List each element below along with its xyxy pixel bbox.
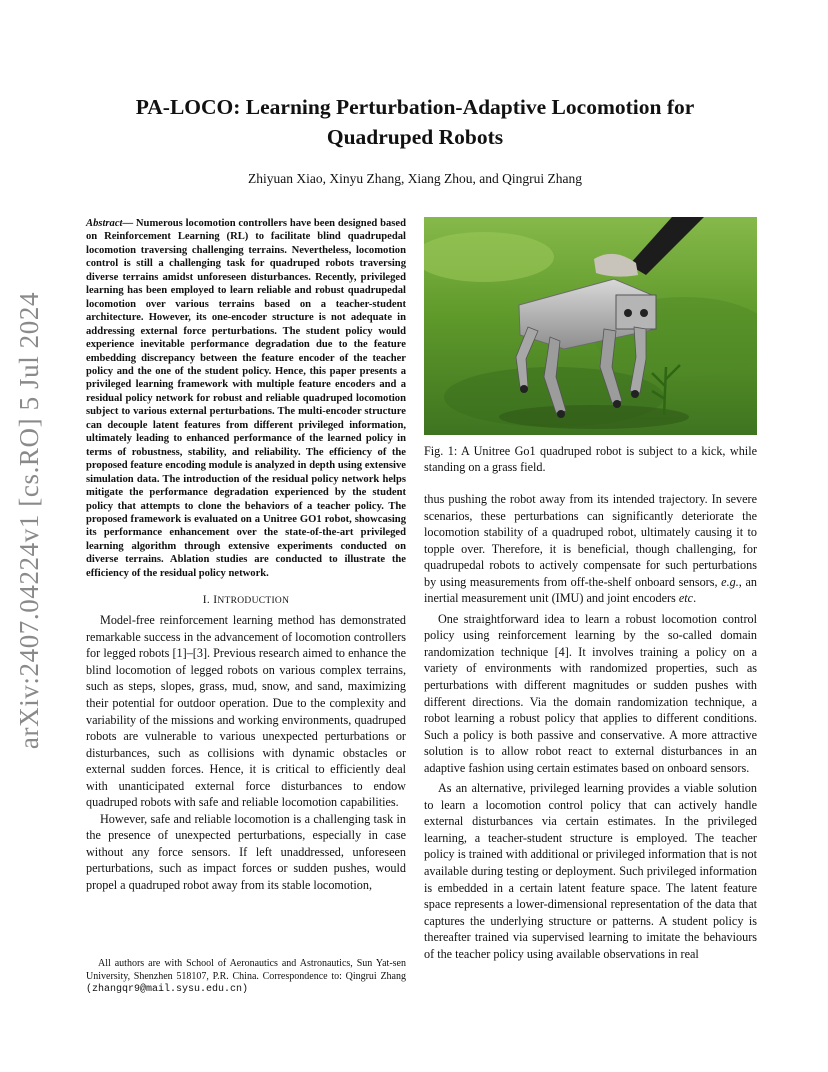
right-p1-part-a: thus pushing the robot away from its intended trajectory. In severe scenarios, these perturbations can significantly deteriorate the locomotion stability of a quadruped robot, ultimately causing it to topple over. Therefore, it is beneficial, though challenging, for quadrupedal robots to actively compensate for such perturbations by using measurements from off-the-shelf onboard sensors, — [424, 492, 757, 589]
footnote-email: (zhangqr9@mail.sysu.edu.cn) — [86, 984, 249, 995]
right-p1-part-b: , an inertial measurement unit (IMU) and joint encoders — [424, 574, 757, 606]
section-number: I. I — [202, 594, 218, 607]
arxiv-sidebar — [8, 291, 52, 749]
title-line-2: Quadruped Robots — [326, 125, 504, 149]
footnote-text: All authors are with School of Aeronautics and Astronautics, Sun Yat-sen University, Shenzhen 518107, P.R. China. Correspondence to: Qingrui Zhang — [86, 958, 406, 982]
right-column — [424, 217, 757, 962]
robot-on-grass-image — [424, 217, 757, 435]
abstract — [86, 217, 406, 580]
paper-title — [110, 92, 720, 152]
section-title: NTRODUCTION — [217, 596, 290, 607]
intro-paragraph-1: Model-free reinforcement learning method has demonstrated remarkable success in the advancement of locomotion controllers for legged robots [1]–[3]. Previous research aimed to enhance the blind locomotion of legged robots on various complex terrains, such as steps, slopes, grass, mud, snow, and sand, maximizing their potential for outdoor operation. Due to the complexity and variability of the missions and working environments, quadruped robots are vulnerable to various unexpected perturbations or disturbances, such as collisions with dynamic obstacles or external sudden forces. Hence, it is critical to efficiently deal with unanticipated external force disturbances to endow quadruped robots with safe and reliable locomotion capabilities. — [86, 613, 406, 810]
arxiv-identifier: arXiv:2407.04224v1 [cs.RO] 5 Jul 2024 — [14, 291, 45, 749]
left-column — [86, 217, 406, 894]
figure-caption: Fig. 1: A Unitree Go1 quadruped robot is subject to a kick, while standing on a grass field. — [424, 444, 757, 474]
right-p1-part-c: . — [693, 591, 697, 606]
section-heading-introduction — [86, 594, 406, 606]
abstract-label: Abstract — [86, 218, 123, 229]
figure-robot-photo — [424, 217, 757, 435]
right-paragraph-3: As an alternative, privileged learning provides a viable solution to learn a locomotion control policy that can actively handle external disturbances via certain estimates. In the privileged learning, a teacher-student structure is employed. The teacher policy is trained with additional or privileged information that is not available during testing or deployment. Such privileged information is embedded in a certain latent feature space. The latent feature space represents a lower-dimensional representation of the data that captures the underlying structure or patterns. A student policy is thereafter trained via supervised learning to imitate the behaviours of the teacher policy using available observations in real — [424, 781, 757, 961]
author-footnote — [86, 958, 406, 997]
right-paragraph-1 — [424, 491, 757, 607]
abstract-body: — Numerous locomotion controllers have been designed based on Reinforcement Learning (RL) to facilitate blind quadrupedal locomotion traversing challenging terrains. Nevertheless, locomotion control is still a challenging task for quadruped robots traversing diverse terrains amidst unforeseen disturbances. Recently, privileged learning has been employed to learn reliable and robust quadrupedal locomotion over various terrains based on a teacher-student architecture. However, its one-encoder structure is not adequate in addressing external force perturbations. The student policy would experience inevitable performance degradation due to the feature embedding discrepancy between the feature encoder of the teacher policy and the one of the student policy. Hence, this paper presents a privileged learning framework with multiple feature encoders and a residual policy network for robust and reliable quadruped locomotion subject to various external perturbations. The multi-encoder structure can decouple latent features from different privileged information, ultimately leading to enhanced performance of the learned policy in terms of robustness, stability, and reliability. The efficiency of the proposed feature encoding module is analyzed in depth using extensive simulation data. The introduction of the residual policy network helps mitigate the performance degradation experienced by the student policy that attempts to clone the behaviors of a teacher policy. The proposed framework is evaluated on a Unitree GO1 robot, showcasing its performance enhancement over the state-of-the-art privileged learning algorithm through extensive experiments conducted on diverse terrains. Ablation studies are conducted to illustrate the efficiency of the residual policy network. — [86, 218, 406, 579]
right-p1-eg: e.g. — [721, 574, 739, 589]
right-body-text — [424, 491, 757, 962]
right-p1-etc: etc — [678, 591, 694, 606]
author-list: Zhiyuan Xiao, Xinyu Zhang, Xiang Zhou, and Qingrui Zhang — [247, 171, 583, 186]
intro-paragraph-2: However, safe and reliable locomotion is a challenging task in the presence of unexpected perturbations, especially in case without any force sensors. If left unaddressed, unforeseen perturbations, such as impact forces or sudden pushes, would propel a quadruped robot away from its stable locomotion, — [86, 811, 406, 892]
title-line-1: PA-LOCO: Learning Perturbation-Adaptive Locomotion for — [135, 95, 695, 119]
right-paragraph-2: One straightforward idea to learn a robust locomotion control policy using reinforcement learning by the so-called domain randomization technique [4]. It involves training a policy on a variety of environments with randomized properties, such as perturbations with different magnitudes or sudden pushes with different directions. Via the domain randomization technique, a robot learning a robust policy that applies to different conditions. Such a policy is both passive and conservative. A more attractive solution is to allow robot react to external disturbances in an adaptive fashion using certain estimates based on onboard sensors. — [424, 611, 757, 775]
